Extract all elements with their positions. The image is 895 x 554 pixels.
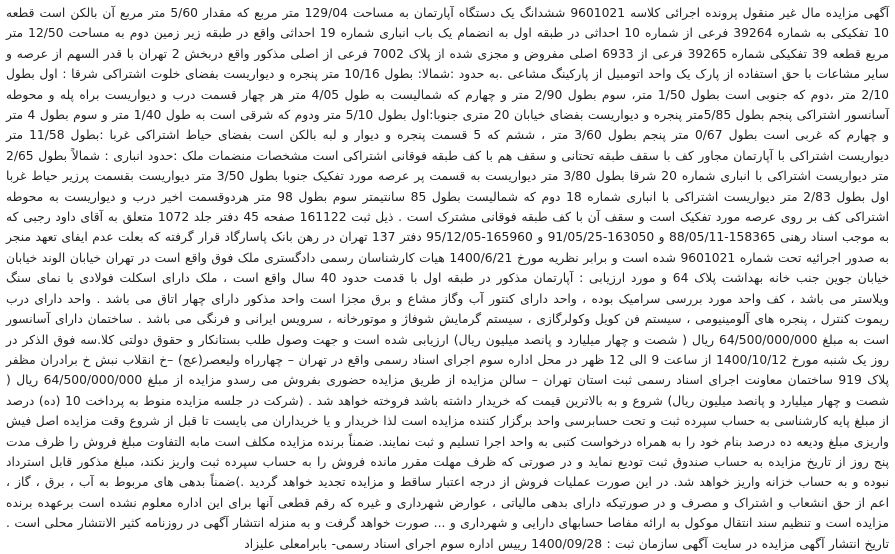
auction-notice-text: آگهی مزایده مال غیر منقول پرونده اجرائی کلاسه 9601021 ششدانگ یک دستگاه آپارتمان به مساحت 129/04 متر مربع که مقدار 5/60 متر مربع آن بالکن است قطعه 10 تفکیکی به شماره 39264 فرعی از شماره 10 احداثی در طبقه اول به انضمام یک باب انباری شماره 19 احداثی واقع در طبقه زیر زمین دوم به مساحت 12/50 متر مربع قطعه 39 تفکیکی شماره 39265 فرعی از 6933 اصلی مفروض و مجزی شده از پلاک 7002 فرعی از اصلی مذکور واقع دربخش 2 تهران با قدر السهم از عرصه و سایر مشاعات با حق استفاده از پارک یک واحد اتومبیل از پارکینگ مشاعی .به حدود :شمالا: بطول 10/16 متر پنجره و دیواریست بفضای خلوت اشتراکی شرقا : اول بطول 2/10 متر ،دوم که جنوبی است بطول 1/50 متر، سوم بطول 2/90 متر و چهارم که شمالیست به طول 4/05 متر هر چهار قسمت درب و دیواریست براه پله و محوطه آسانسور اشتراکی پنجم بطول 5/85متر پنجره و دیواریست بفضای خیابان 20 متری جنوبا:اول بطول 5/10 متر ودوم که شرقی است به طول 1/40 متر و سوم بطول 4 متر و چهارم که غربی است بطول 0/67 متر پنجم بطول 3/60 متر ، ششم که 5 قسمت پنجره و دیوار و لبه بالکن است بفضای حیاط اشتراکی غربا :بطول 11/58 متر دیواریست اشتراکی با آپارتمان مجاور کف با سقف طبقه تحتانی و سقف هم با کف طبقه فوقانی اشتراکی است مشخصات منضمات ملک :حدود انباری : شمالاً بطول 2/65 متر دیواریست اشتراکی با انباری شماره 20 شرقا بطول 3/80 متر دیواریست به قسمت پر عرصه مورد تفکیک جنوبا بطول 3/50 متر دیواریست بقسمت پرزیر حیاط غربا اول بطول 2/83 متر دیواریست اشتراکی با انباری شماره 18 دوم که شمالیست بطول 85 سانتیمتر سوم بطول 98 متر هردوقسمت اخیر درب و دیواریست به محوطه اشتراکی کف بر روی عرصه مورد تفکیک است و سقف آن با کف طبقه فوقانی مشترک است . ذیل ثبت 161122 صفحه 45 دفتر جلد 1072 متعلق به آقای داود رجبی که به موجب اسناد رهنی 158365-88/05/11 و 163050-91/05/25 و 165960-95/12/05 دفتر 137 تهران در رهن بانک پاسارگاد قرار گرفته که بعلت عدم ایفای تعهد منجر به صدور اجرائیه تحت شماره 9601021 شده است و برابر نظریه مورخ 1400/6/21 هیات کارشناسان رسمی دادگستری ملک فوق واقع است در تهران خیابان الوند خیابان خیابان جوین جنب خانه بهداشت پلاک 64 و مورد ارزیابی : آپارتمان مذکور در طبقه اول با قدمت حدود 40 سال واقع است ، ملک دارای اسکلت فولادی با نمای سنگ ویلاستر می باشد ، کف واحد مورد بررسی سرامیک بوده ، واحد دارای کنتور آب وگاز مشاع و برق مجزا است واحد مذکور دارای چهار اتاق می باشد . واحد دارای درب ریموت کنترل ، پنجره های آلومینیومی ، سیستم فن کویل وکولرگازی ، سیستم گرمایش شوفاژ و موتورخانه ، سرویس ایرانی و فرنگی می باشد . ساختمان دارای آسانسور است به مبلغ 64/500/000/000 ریال ( شصت و چهار میلیارد و پانصد میلیون ریال) ارزیابی شده است و جهت وصول طلب بستانکار و حقوق دولتی کلا.سه فوق الذکر در روز یک شنبه مورخ 1400/10/12 از ساعت 9 الی 12 ظهر در محل اداره سوم اجرای اسناد رسمی واقع در تهران – چهارراه ولیعصر(عج) –خ انقلاب نبش خ برادران مظفر پلاک 919 ساختمان معاونت اجرای اسناد رسمی ثبت استان تهران – سالن مزایده از طریق مزایده حضوری بفروش می رسدو مزایده از مبلغ 64/500/000/000 ریال ( شصت و چهار میلیارد و پانصد میلیون ریال) شروع و به بالاترین قیمت که خریدار داشته باشد فروخته خواهد شد . (شرکت در جلسه مزایده منوط به پرداخت 10 (ده) درصد از مبلغ پایه کارشناسی به حساب سپرده ثبت و تحت حسابرسی واحد برگزار کننده مزایده است لذا خریدار و یا خریداران می بایست تا قبل از شروع وقت مزایده اصل فیش واریزی مبلغ ودیعه ده درصد بنام خود را به همراه درخواست کتبی به واحد اجرا تسلیم و ثبت نمایند. ضمناً برنده مزایده مکلف است مابه التفاوت مبلغ فروش را ظرف مدت پنج روز از تاریخ مزایده به حساب صندوق ثبت تودیع نماید و در صورتی که ظرف مهلت مقرر مانده فروش را به حساب سپرده ثبت واریز نکند، مبلغ مذکور قابل استرداد نبوده و به حساب خزانه واریز خواهد شد. در این صورت عملیات فروش از درجه اعتبار ساقط و مزایده تجدید خواهد گردید .)ضمناً بدهی های مربوط به آب ، برق ، گاز ، اعم از حق انشعاب و اشتراک و مصرف و در صورتیکه دارای بدهی مالیاتی ، عوارض شهرداری و غیره که رقم قطعی آنها برای این اداره معلوم نشده است برعهده برنده مزایده است و تنظیم سند انتقال موکول به ارائه مفاصا حسابهای دارایی و شهرداری و ... صورت خواهد گرفت و به منزله انتشار آگهی در روزنامه کثیر الانتشار محلی است . تاریخ انتشار آگهی مزایده در سایت آگهی سازمان ثبت : 1400/09/28 رییس اداره سوم اجرای اسناد رسمی- بابرامعلی علیزاد — [6, 6, 890, 551]
